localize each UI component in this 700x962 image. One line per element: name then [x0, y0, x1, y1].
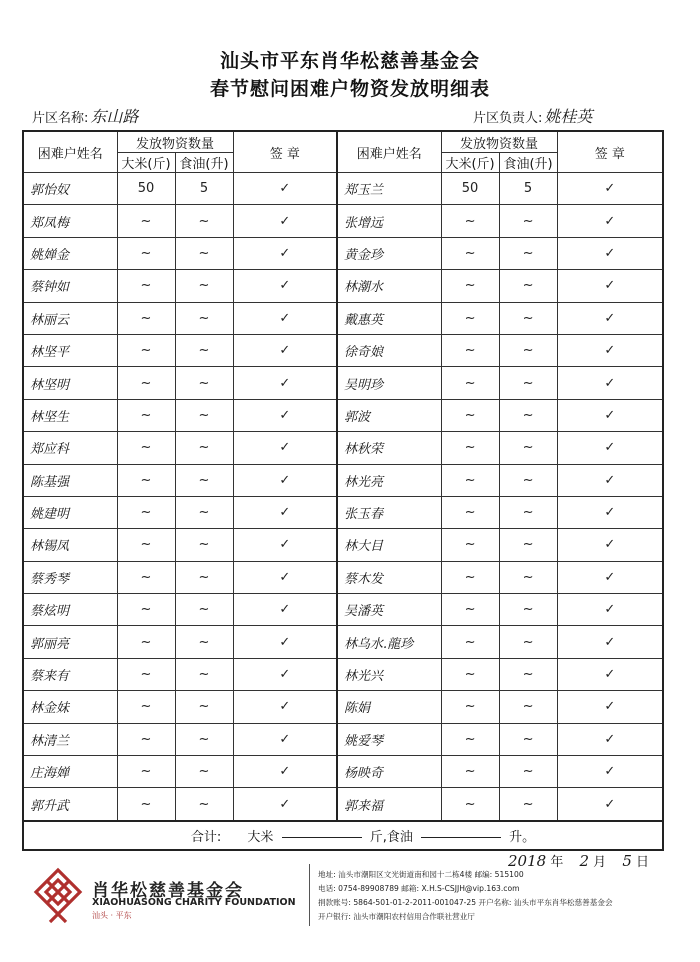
- oil-qty: ~: [175, 561, 233, 593]
- recipient-name: 杨映奇: [337, 756, 441, 788]
- signature-check: ✓: [233, 756, 337, 788]
- rice-qty: ~: [117, 561, 175, 593]
- oil-qty: ~: [499, 723, 557, 755]
- rice-qty: ~: [441, 788, 499, 821]
- signature-check: ✓: [233, 205, 337, 237]
- signature-check: ✓: [233, 367, 337, 399]
- oil-qty: ~: [175, 658, 233, 690]
- oil-qty: ~: [175, 237, 233, 269]
- oil-qty: ~: [499, 529, 557, 561]
- signature-check: ✓: [557, 756, 663, 788]
- rice-qty: ~: [117, 334, 175, 366]
- oil-qty: ~: [175, 756, 233, 788]
- header-material: 发放物资数量: [441, 131, 557, 153]
- oil-qty: ~: [499, 496, 557, 528]
- recipient-name: 陈娟: [337, 691, 441, 723]
- date-day: 5: [622, 852, 632, 870]
- footer-org-region: 汕头 · 平东: [92, 911, 132, 920]
- table-row: [23, 270, 663, 302]
- rice-qty: ~: [441, 723, 499, 755]
- signature-check: ✓: [233, 723, 337, 755]
- signature-check: ✓: [233, 594, 337, 626]
- recipient-name: 林金妹: [23, 691, 117, 723]
- header-sign: 签 章: [233, 131, 337, 173]
- rice-qty: ~: [441, 334, 499, 366]
- title-form: 春节慰问困难户物资发放明细表: [209, 78, 490, 100]
- recipient-name: 林锡凤: [23, 529, 117, 561]
- oil-qty: ~: [175, 788, 233, 821]
- rice-qty: ~: [117, 756, 175, 788]
- oil-qty: ~: [175, 691, 233, 723]
- recipient-name: 姚爱琴: [337, 723, 441, 755]
- area-leader-value: 姚桂英: [544, 107, 593, 126]
- signature-check: ✓: [233, 788, 337, 821]
- oil-qty: ~: [175, 205, 233, 237]
- rice-qty: ~: [441, 529, 499, 561]
- recipient-name: 蔡秀琴: [23, 561, 117, 593]
- rice-qty: ~: [117, 691, 175, 723]
- signature-check: ✓: [557, 334, 663, 366]
- recipient-name: 林光兴: [337, 658, 441, 690]
- signature-check: ✓: [557, 432, 663, 464]
- rice-qty: ~: [117, 237, 175, 269]
- recipient-name: 郭波: [337, 399, 441, 431]
- total-oil-blank: [421, 837, 501, 838]
- area-leader: [473, 104, 592, 127]
- footer-bank: 开户银行: 汕头市潮阳农村信用合作联社营业厅: [318, 912, 475, 921]
- oil-qty: ~: [499, 432, 557, 464]
- rice-qty: ~: [441, 302, 499, 334]
- recipient-name: 姚建明: [23, 496, 117, 528]
- signature-check: ✓: [557, 399, 663, 431]
- signature-check: ✓: [557, 594, 663, 626]
- rice-qty: ~: [117, 432, 175, 464]
- table-row: [23, 399, 663, 431]
- rice-qty: ~: [441, 270, 499, 302]
- oil-qty: ~: [499, 658, 557, 690]
- recipient-name: 张增远: [337, 205, 441, 237]
- oil-qty: ~: [175, 464, 233, 496]
- rice-qty: ~: [117, 205, 175, 237]
- rice-qty: ~: [441, 464, 499, 496]
- recipient-name: 陈基强: [23, 464, 117, 496]
- rice-qty: ~: [117, 464, 175, 496]
- recipient-name: 蔡来有: [23, 658, 117, 690]
- oil-qty: ~: [175, 594, 233, 626]
- table-row: [23, 205, 663, 237]
- signature-check: ✓: [557, 367, 663, 399]
- rice-qty: ~: [441, 399, 499, 431]
- title-organization: 汕头市平东肖华松慈善基金会: [219, 50, 480, 72]
- recipient-name: 郭怡奴: [23, 173, 117, 205]
- signature-check: ✓: [233, 302, 337, 334]
- rice-qty: 50: [441, 173, 499, 205]
- oil-qty: ~: [499, 367, 557, 399]
- recipient-name: 蔡木发: [337, 561, 441, 593]
- recipient-name: 林潮水: [337, 270, 441, 302]
- signature-check: ✓: [233, 237, 337, 269]
- signature-check: ✓: [557, 626, 663, 658]
- recipient-name: 林坚明: [23, 367, 117, 399]
- footer-org-name: 肖华松慈善基金会: [92, 881, 244, 901]
- recipient-name: 林清兰: [23, 723, 117, 755]
- recipient-name: 吴潘英: [337, 594, 441, 626]
- oil-qty: ~: [175, 496, 233, 528]
- oil-qty: ~: [175, 626, 233, 658]
- signature-check: ✓: [557, 529, 663, 561]
- rice-qty: ~: [117, 529, 175, 561]
- total-rice-label: 大米: [247, 829, 274, 845]
- recipient-name: 林光亮: [337, 464, 441, 496]
- oil-qty: ~: [175, 367, 233, 399]
- oil-qty: ~: [499, 691, 557, 723]
- table-row: [23, 723, 663, 755]
- table-row: [23, 529, 663, 561]
- oil-qty: 5: [175, 173, 233, 205]
- date: [508, 851, 649, 870]
- signature-check: ✓: [557, 788, 663, 821]
- recipient-name: 林乌水.龍珍: [337, 626, 441, 658]
- rice-qty: ~: [441, 367, 499, 399]
- signature-check: ✓: [557, 561, 663, 593]
- recipient-name: 林丽云: [23, 302, 117, 334]
- table-row: [23, 334, 663, 366]
- signature-check: ✓: [233, 691, 337, 723]
- rice-qty: ~: [117, 594, 175, 626]
- table-row: [23, 496, 663, 528]
- signature-check: ✓: [233, 432, 337, 464]
- signature-check: ✓: [557, 723, 663, 755]
- oil-qty: ~: [499, 302, 557, 334]
- footer-phone: 电话: 0754-89908789 邮箱: X.H.S-CSJJH@vip.163.com: [318, 884, 520, 893]
- date-year-label: 年: [550, 855, 564, 870]
- signature-check: ✓: [557, 173, 663, 205]
- table-row: [23, 173, 663, 205]
- signature-check: ✓: [557, 302, 663, 334]
- area-name-value: 东山路: [90, 107, 139, 126]
- rice-qty: ~: [441, 237, 499, 269]
- date-day-label: 日: [636, 855, 650, 870]
- table-row: [23, 658, 663, 690]
- oil-qty: ~: [499, 270, 557, 302]
- total-rice-blank: [282, 837, 362, 838]
- table-row: [23, 367, 663, 399]
- recipient-name: 姚婵金: [23, 237, 117, 269]
- rice-qty: ~: [117, 302, 175, 334]
- signature-check: ✓: [233, 529, 337, 561]
- oil-qty: ~: [499, 334, 557, 366]
- footer-org-english: XIAOHUASONG CHARITY FOUNDATION: [92, 897, 296, 908]
- signature-check: ✓: [233, 270, 337, 302]
- area-name-label: 片区名称:: [32, 111, 89, 126]
- oil-qty: ~: [499, 626, 557, 658]
- recipient-name: 郑凤梅: [23, 205, 117, 237]
- total-label: 合计:: [190, 829, 222, 845]
- rice-qty: ~: [117, 367, 175, 399]
- table-row: [23, 788, 663, 821]
- rice-qty: ~: [441, 496, 499, 528]
- footer-account: 捐款账号: 5864-501-01-2-2011-001047-25 开户名称: 汕头市平东肖华松慈善基金会: [318, 898, 613, 907]
- signature-check: ✓: [233, 399, 337, 431]
- oil-qty: ~: [499, 788, 557, 821]
- signature-check: ✓: [233, 658, 337, 690]
- rice-qty: ~: [441, 432, 499, 464]
- rice-qty: ~: [117, 399, 175, 431]
- signature-check: ✓: [557, 496, 663, 528]
- oil-qty: ~: [175, 399, 233, 431]
- oil-qty: ~: [175, 334, 233, 366]
- signature-check: ✓: [557, 691, 663, 723]
- rice-qty: ~: [117, 496, 175, 528]
- total-end: 升。: [509, 829, 536, 845]
- oil-qty: ~: [499, 399, 557, 431]
- signature-check: ✓: [557, 205, 663, 237]
- recipient-name: 戴惠英: [337, 302, 441, 334]
- table-row: [23, 302, 663, 334]
- oil-qty: ~: [175, 302, 233, 334]
- oil-qty: ~: [499, 237, 557, 269]
- table-row: [23, 561, 663, 593]
- rice-qty: ~: [441, 756, 499, 788]
- rice-qty: ~: [441, 626, 499, 658]
- table-row: [23, 432, 663, 464]
- table-row: [23, 626, 663, 658]
- header-name: 困难户姓名: [23, 131, 117, 173]
- rice-qty: ~: [117, 723, 175, 755]
- recipient-name: 林坚平: [23, 334, 117, 366]
- signature-check: ✓: [557, 237, 663, 269]
- footer-divider: [309, 864, 310, 926]
- signature-check: ✓: [233, 173, 337, 205]
- distribution-table: [22, 130, 664, 851]
- oil-qty: ~: [175, 529, 233, 561]
- header-oil: 食油(升): [499, 153, 557, 173]
- signature-check: ✓: [557, 658, 663, 690]
- rice-qty: ~: [117, 270, 175, 302]
- rice-qty: ~: [117, 626, 175, 658]
- rice-qty: ~: [117, 788, 175, 821]
- rice-qty: ~: [441, 594, 499, 626]
- header-sign: 签 章: [557, 131, 663, 173]
- table-row: [23, 691, 663, 723]
- oil-qty: ~: [499, 594, 557, 626]
- recipient-name: 郭升武: [23, 788, 117, 821]
- date-month-label: 月: [593, 855, 607, 870]
- signature-check: ✓: [557, 464, 663, 496]
- recipient-name: 郑应科: [23, 432, 117, 464]
- signature-check: ✓: [233, 496, 337, 528]
- total-oil-label: 斤,食油: [369, 829, 413, 845]
- foundation-logo-icon: [28, 864, 88, 924]
- rice-qty: 50: [117, 173, 175, 205]
- date-year: 2018: [508, 852, 547, 870]
- recipient-name: 林坚生: [23, 399, 117, 431]
- header-material: 发放物资数量: [117, 131, 233, 153]
- rice-qty: ~: [441, 561, 499, 593]
- header-name: 困难户姓名: [337, 131, 441, 173]
- recipient-name: 郑玉兰: [337, 173, 441, 205]
- area-leader-label: 片区负责人:: [473, 111, 543, 126]
- oil-qty: ~: [175, 270, 233, 302]
- recipient-name: 徐奇娘: [337, 334, 441, 366]
- recipient-name: 蔡钟如: [23, 270, 117, 302]
- recipient-name: 林大目: [337, 529, 441, 561]
- recipient-name: 林秋荣: [337, 432, 441, 464]
- date-month: 2: [579, 852, 590, 870]
- signature-check: ✓: [233, 626, 337, 658]
- oil-qty: 5: [499, 173, 557, 205]
- oil-qty: ~: [499, 205, 557, 237]
- rice-qty: ~: [441, 691, 499, 723]
- recipient-name: 郭丽亮: [23, 626, 117, 658]
- header-rice: 大米(斤): [117, 153, 175, 173]
- signature-check: ✓: [557, 270, 663, 302]
- recipient-name: 张玉春: [337, 496, 441, 528]
- total-row: [23, 821, 663, 850]
- recipient-name: 吴明珍: [337, 367, 441, 399]
- oil-qty: ~: [499, 464, 557, 496]
- area-name: [32, 104, 138, 127]
- signature-check: ✓: [233, 464, 337, 496]
- table-row: [23, 756, 663, 788]
- recipient-name: 庄海婵: [23, 756, 117, 788]
- oil-qty: ~: [499, 756, 557, 788]
- rice-qty: ~: [441, 205, 499, 237]
- signature-check: ✓: [233, 334, 337, 366]
- table-row: [23, 464, 663, 496]
- table-row: [23, 237, 663, 269]
- header-rice: 大米(斤): [441, 153, 499, 173]
- table-row: [23, 594, 663, 626]
- oil-qty: ~: [499, 561, 557, 593]
- signature-check: ✓: [233, 561, 337, 593]
- footer-address: 地址: 汕头市潮阳区文光街道南和园十二栋4楼 邮编: 515100: [318, 870, 524, 879]
- oil-qty: ~: [175, 723, 233, 755]
- recipient-name: 蔡炫明: [23, 594, 117, 626]
- recipient-name: 黄金珍: [337, 237, 441, 269]
- recipient-name: 郭来福: [337, 788, 441, 821]
- rice-qty: ~: [117, 658, 175, 690]
- header-oil: 食油(升): [175, 153, 233, 173]
- oil-qty: ~: [175, 432, 233, 464]
- rice-qty: ~: [441, 658, 499, 690]
